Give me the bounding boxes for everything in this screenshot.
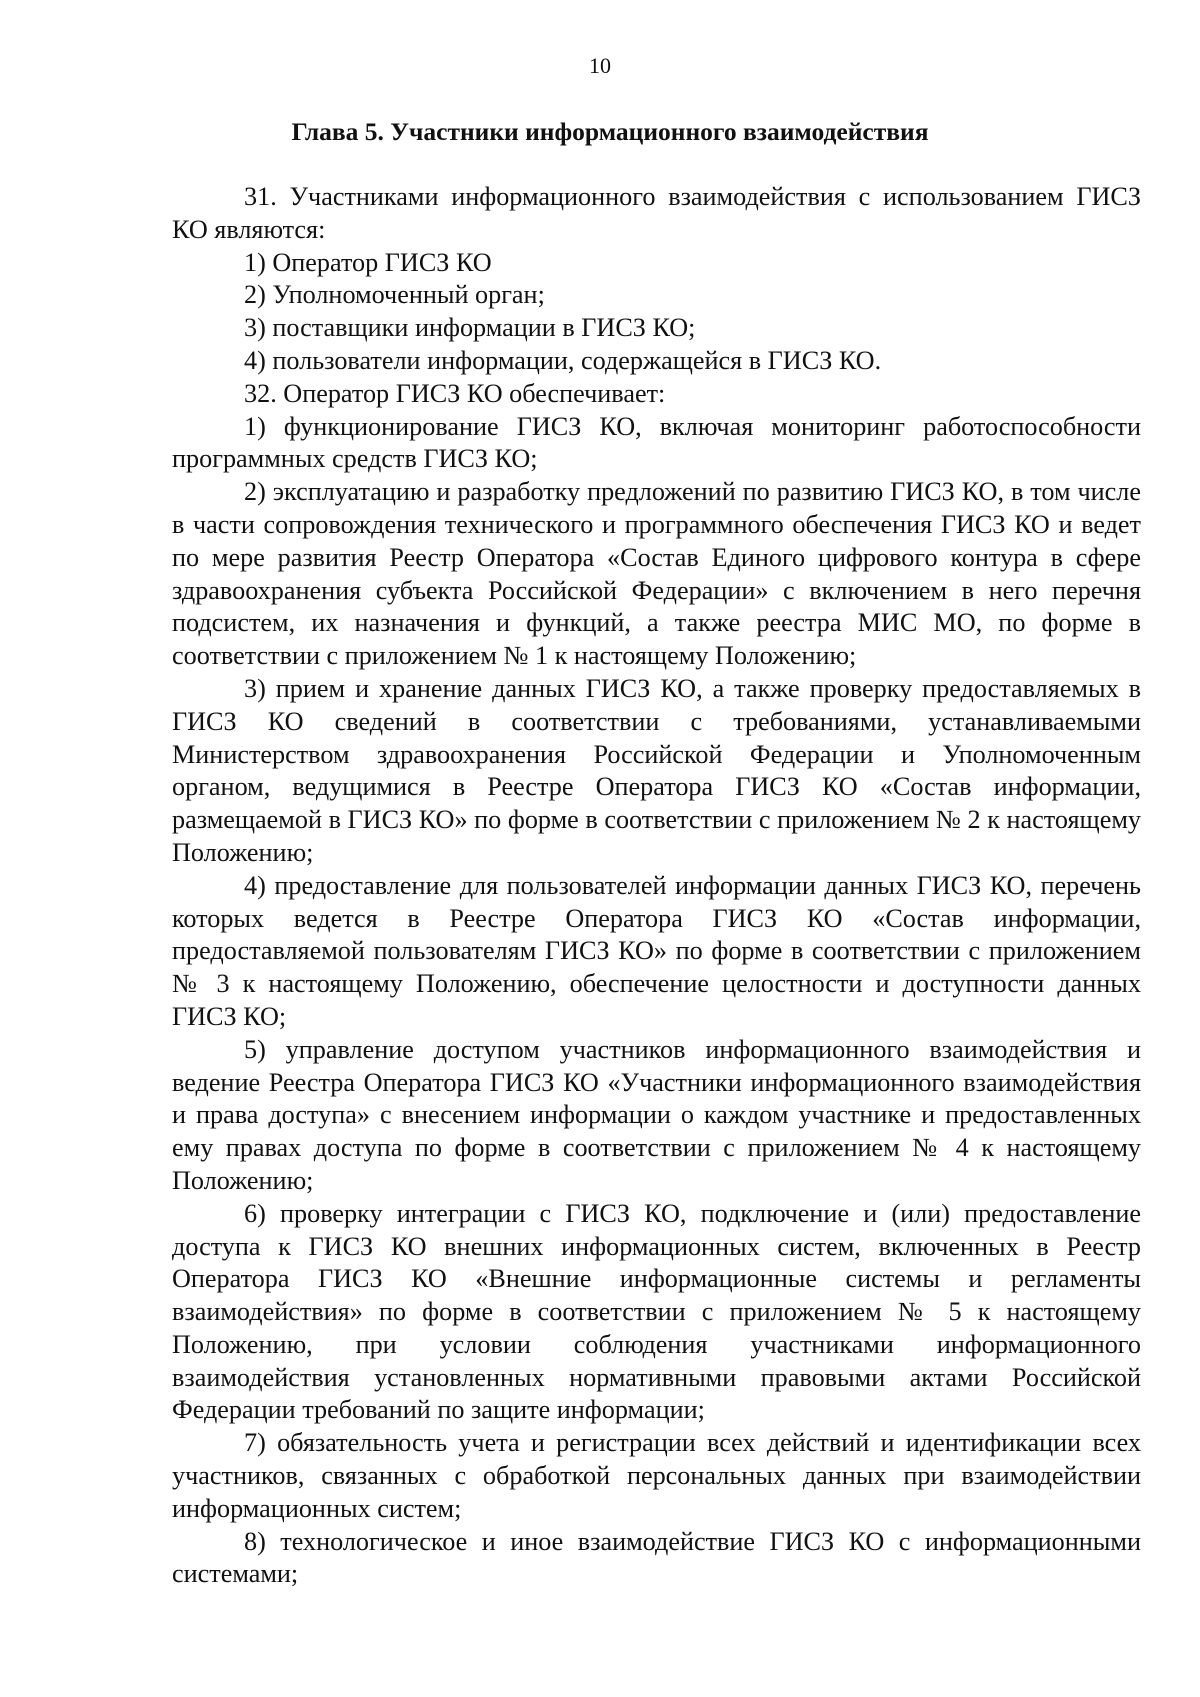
duty-item-8: 8) технологическое и иное взаимодействие ГИСЗ КО с информационными системами; — [172, 1526, 1141, 1589]
paragraph-32: 32. Оператор ГИСЗ КО обеспечивает: — [244, 378, 666, 408]
chapter-title: Глава 5. Участники информационного взаимодействия — [291, 117, 929, 146]
duty-item-6: 6) проверку интеграции с ГИСЗ КО, подключение и (или) предоставление доступа к ГИСЗ КО внешних информационных систем, включенных в Реестр Оператора ГИСЗ КО «Внешние информационные системы и регламенты взаимодействия» по форме в соответствии с приложением № 5 к настоящему Положению, при условии соблюдения участниками информационного взаимодействия установленных нормативными правовыми актами Российской Федерации требований по защите информации; — [172, 1198, 1141, 1425]
duty-item-3: 3) прием и хранение данных ГИСЗ КО, а также проверку предоставляемых в ГИСЗ КО сведений в соответствии с требованиями, устанавливаемыми Министерством здравоохранения Российской Федерации и Уполномоченным органом, ведущимися в Реестре Оператора ГИСЗ КО «Состав информации, размещаемой в ГИСЗ КО» по форме в соответствии с приложением № 2 к настоящему Положению; — [172, 673, 1141, 867]
paragraph-31: 31. Участниками информационного взаимодействия с использованием ГИСЗ КО являются: — [172, 182, 1141, 244]
page-number: 10 — [589, 53, 611, 78]
duty-item-7: 7) обязательность учета и регистрации всех действий и идентификации всех участников, связанных с обработкой персональных данных при взаимодействии информационных систем; — [172, 1428, 1141, 1523]
duty-item-1: 1) функционирование ГИСЗ КО, включая мониторинг работоспособности программных средств ГИСЗ КО; — [172, 411, 1141, 474]
duty-item-5: 5) управление доступом участников информационного взаимодействия и ведение Реестра Оператора ГИСЗ КО «Участники информационного взаимодействия и права доступа» с внесением информации о каждом участнике и предоставленных ему правах доступа по форме в соответствии с приложением № 4 к настоящему Положению; — [172, 1034, 1141, 1195]
duty-item-4: 4) предоставление для пользователей информации данных ГИСЗ КО, перечень которых ведется в Реестре Оператора ГИСЗ КО «Состав информации, предоставляемой пользователям ГИСЗ КО» по форме в соответствии с приложением № 3 к настоящему Положению, обеспечение целостности и доступности данных ГИСЗ КО; — [172, 870, 1141, 1031]
duty-item-2: 2) эксплуатацию и разработку предложений по развитию ГИСЗ КО, в том числе в части сопровождения технического и программного обеспечения ГИСЗ КО и ведет по мере развития Реестр Оператора «Состав Единого цифрового контура в сфере здравоохранения субъекта Российской Федерации» с включением в него перечня подсистем, их назначения и функций, а также реестра МИС МО, по форме в соответствии с приложением № 1 к настоящему Положению; — [172, 477, 1141, 671]
list-item-users: 4) пользователи информации, содержащейся в ГИСЗ КО. — [244, 345, 882, 375]
list-item-operator: 1) Оператор ГИСЗ КО — [244, 247, 492, 277]
list-item-authorized-body: 2) Уполномоченный орган; — [244, 280, 545, 310]
document-body — [172, 181, 1141, 1591]
list-item-suppliers: 3) поставщики информации в ГИСЗ КО; — [244, 313, 696, 343]
